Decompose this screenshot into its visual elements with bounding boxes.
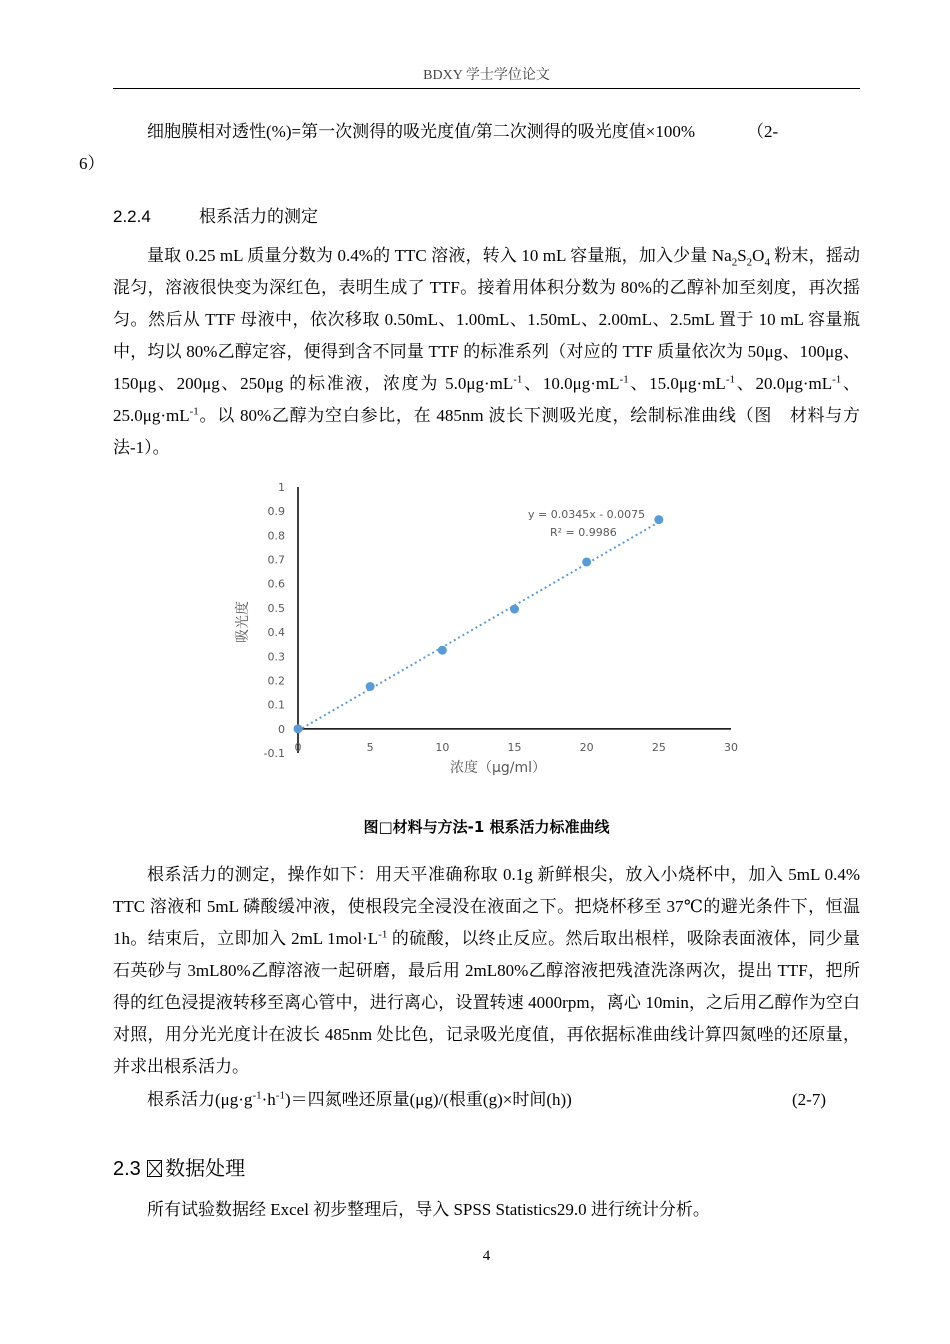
formula-2-7-expression	[147, 1084, 572, 1116]
x-tick-label: 30	[724, 741, 738, 754]
formula-2-6	[79, 116, 860, 180]
formula-2-6-number-a: （2-	[747, 122, 779, 141]
formula-2-7-number: (2-7)	[792, 1090, 826, 1109]
formula-2-7-part-a: 根系活力(μg·g	[147, 1090, 253, 1109]
header-rule	[113, 88, 860, 89]
trendline-r2: R² = 0.9986	[550, 526, 617, 539]
data-point	[510, 605, 519, 614]
y-tick-label: 0.3	[267, 650, 285, 664]
formula-2-6-text: 细胞膜相对透性(%)=第一次测得的吸光度值/第二次测得的吸光度值×100%	[147, 122, 696, 141]
para2-sup: -1	[378, 928, 388, 941]
conc-1-sup: -1	[513, 373, 523, 386]
y-tick-label: 0.6	[267, 577, 285, 591]
conc-2: 、10.0μg·mL	[522, 374, 620, 393]
y-tick-label: 0.8	[267, 529, 285, 543]
y-tick-label: 0.7	[267, 553, 285, 567]
paragraph-data-processing: 所有试验数据经 Excel 初步整理后，导入 SPSS Statistics29.0 进行统计分析。	[147, 1200, 710, 1219]
missing-glyph-box-icon	[147, 1160, 162, 1177]
trendline	[298, 522, 659, 731]
x-tick-label: 25	[651, 741, 666, 754]
y-tick-label: 0	[278, 722, 285, 736]
y-tick-label: 0.4	[267, 626, 285, 640]
conc-5-sup: -1	[189, 405, 199, 418]
y-tick-label: 0.2	[267, 674, 285, 688]
standard-curve-chart	[200, 472, 780, 792]
y-tick-label: 0.1	[267, 698, 285, 712]
section-heading-2-3	[113, 1152, 245, 1181]
para2-text-1: 根系活力的测定，操作如下：用天平准确称取 0.1g 新鲜根尖，放入小烧杯中，加入 5mL 0.4% TTC 溶液和 5mL 磷酸缓冲液，使根段完全浸没在液面之下。把烧杯移至 37℃的避光条件下，恒温 1h。结束后，立即加入 2mL 1mol·L	[113, 865, 860, 948]
section-number: 2.2.4	[113, 207, 151, 226]
para1-text-1: 量取 0.25 mL 质量分数为 0.4%的 TTC 溶液，转入 10 mL 容量瓶，加入少量 Na	[147, 246, 732, 265]
data-point	[294, 724, 303, 733]
formula-2-6-number-b: 6）	[79, 154, 105, 173]
y-axis-label: 吸光度	[235, 601, 251, 643]
x-axis-label: 浓度（μg/ml）	[449, 760, 547, 776]
section-number: 2.3	[113, 1158, 141, 1180]
para1-text-5: 。以 80%乙醇为空白参比，在 485nm 波长下测吸光度，绘制标准曲线（图 材料与方法-1）。	[113, 406, 860, 457]
conc-4-sup: -1	[832, 373, 842, 386]
conc-1: 5.0μg·mL	[445, 374, 514, 393]
trendline-equation: y = 0.0345x - 0.0075	[528, 508, 646, 521]
y-tick-label: 0.9	[267, 505, 285, 519]
running-header: BDXY 学士学位论文	[423, 68, 550, 83]
paragraph-root-activity-method	[113, 859, 860, 1083]
x-tick-label: 10	[435, 741, 450, 754]
formula-2-7-sup-2: -1	[275, 1089, 285, 1102]
conc-4: 、20.0μg·mL	[735, 374, 833, 393]
data-point	[366, 682, 375, 691]
figure-caption: 图□材料与方法-1 根系活力标准曲线	[363, 818, 610, 836]
para1-sub-3: 4	[764, 256, 770, 269]
y-tick-label: -0.1	[263, 747, 285, 760]
x-tick-label: 0	[294, 741, 302, 754]
formula-2-7-sup-1: -1	[252, 1089, 262, 1102]
section-title: 数据处理	[165, 1156, 246, 1180]
formula-2-7-part-b: ·h	[261, 1090, 276, 1109]
data-point	[438, 646, 447, 655]
page-number: 4	[482, 1248, 491, 1264]
section-heading-2-2-4	[113, 202, 318, 227]
data-point	[582, 557, 591, 566]
para1-sub-2: 2	[746, 256, 753, 269]
paragraph-standard-curve	[113, 240, 860, 464]
para1-text-4: 粉末，摇动混匀，溶液很快变为深红色，表明生成了 TTF。接着用体积分数为 80%的乙醇补加至刻度，再次摇匀。然后从 TTF 母液中，依次移取 0.50mL、1.00mL、1.50mL、2.00mL、2.5mL 置于 10 mL 容量瓶中，均以 80%乙醇定容，便得到含不同量 TTF 的标准系列（对应的 TTF 质量依次为 50μg、100μg、150μg、200μg、250μg 的标准液，浓度为	[113, 246, 861, 393]
conc-3-sup: -1	[725, 373, 735, 386]
y-tick-label: 0.5	[267, 601, 285, 615]
conc-5: 、25.0μg·mL	[113, 374, 861, 425]
formula-2-7-part-c: )＝四氮唑还原量(μg)/(根重(g)×时间(h))	[284, 1090, 572, 1109]
para1-sub-1: 2	[731, 256, 738, 269]
section-title: 根系活力的测定	[199, 207, 318, 227]
x-tick-label: 20	[579, 741, 594, 754]
para2-text-2: 的硫酸，以终止反应。然后取出根样，吸除表面液体，同少量石英砂与 3mL80%乙醇溶液一起研磨，最后用 2mL80%乙醇溶液把残渣洗涤两次，提出 TTF，把所得的红色浸提液转移至离心管中，进行离心，设置转速 4000rpm，离心 10min，之后用乙醇作为空白对照，用分光光度计在波长 485nm 处比色，记录吸光度值，再依据标准曲线计算四氮唑的还原量，并求出根系活力。	[113, 929, 860, 1076]
conc-2-sup: -1	[619, 373, 629, 386]
data-point	[654, 515, 663, 524]
y-tick-label: 1	[278, 481, 285, 494]
conc-3: 、15.0μg·mL	[628, 374, 726, 393]
x-tick-label: 5	[366, 741, 374, 754]
para1-text-3: O	[752, 246, 765, 265]
x-tick-label: 15	[507, 741, 522, 754]
para1-text-2: S	[737, 246, 747, 265]
